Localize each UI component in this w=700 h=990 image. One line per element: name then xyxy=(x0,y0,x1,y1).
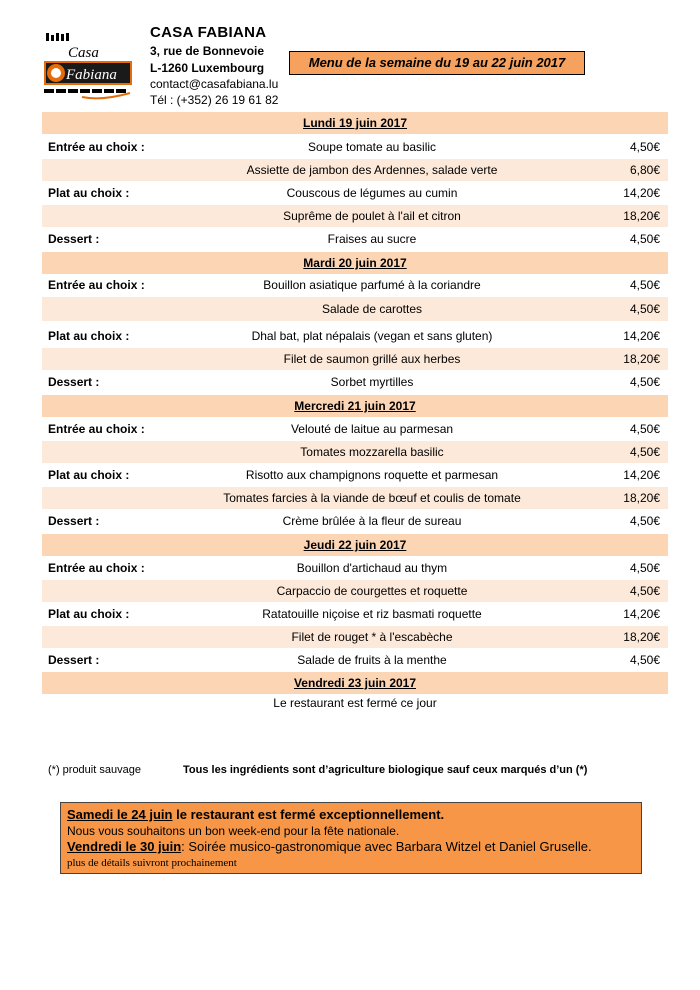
course-label: Dessert : xyxy=(48,375,100,389)
dish-name: Ratatouille niçoise et riz basmati roquette xyxy=(262,607,482,621)
dish-price: 14,20€ xyxy=(623,607,660,621)
course-label: Entrée au choix : xyxy=(48,140,145,154)
dish-name: Crème brûlée à la fleur de sureau xyxy=(282,514,462,528)
dish-price: 14,20€ xyxy=(623,186,660,200)
svg-text:Casa: Casa xyxy=(68,45,99,61)
menu-week-title: Menu de la semaine du 19 au 22 juin 2017 xyxy=(289,51,585,75)
contact-email[interactable]: contact@casafabiana.lu xyxy=(150,77,279,91)
dish-price: 4,50€ xyxy=(629,278,660,292)
day-header-monday: Lundi 19 juin 2017 xyxy=(42,112,668,134)
menu-row xyxy=(42,603,668,625)
course-label: Dessert : xyxy=(48,514,100,528)
saturday-closure-line xyxy=(67,807,635,823)
organic-note: Tous les ingrédients sont d’agriculture biologique sauf ceux marqués d’un (*) xyxy=(183,764,588,776)
menu-row xyxy=(42,418,668,440)
saturday-closure-text: le restaurant est fermé exceptionnellement. xyxy=(172,807,445,822)
dish-name: Salade de fruits à la menthe xyxy=(297,653,447,667)
course-label: Plat au choix : xyxy=(48,329,130,343)
address-city: L-1260 Luxembourg xyxy=(150,61,265,75)
menu-row xyxy=(42,297,668,321)
friday-event-date: Vendredi le 30 juin xyxy=(67,839,182,854)
dish-price: 4,50€ xyxy=(629,232,660,246)
menu-row xyxy=(42,626,668,648)
announcement-box xyxy=(60,802,642,874)
menu-row xyxy=(42,464,668,486)
dish-price: 4,50€ xyxy=(629,140,660,154)
menu-row xyxy=(42,182,668,204)
restaurant-name: CASA FABIANA xyxy=(150,24,267,41)
course-label: Plat au choix : xyxy=(48,468,130,482)
dish-name: Risotto aux champignons roquette et parmesan xyxy=(245,468,499,482)
dish-price: 14,20€ xyxy=(623,329,660,343)
menu-row xyxy=(42,441,668,463)
dish-name: Dhal bat, plat népalais (vegan et sans gluten) xyxy=(251,329,493,343)
svg-text:Fabiana: Fabiana xyxy=(66,67,117,83)
course-label: Plat au choix : xyxy=(48,186,130,200)
dish-name: Fraises au sucre xyxy=(327,232,417,246)
dish-price: 18,20€ xyxy=(623,209,660,223)
dish-price: 18,20€ xyxy=(623,352,660,366)
day-header-tuesday: Mardi 20 juin 2017 xyxy=(42,252,668,274)
day-header-friday: Vendredi 23 juin 2017 xyxy=(42,672,668,694)
dish-price: 4,50€ xyxy=(629,514,660,528)
dish-name: Tomates farcies à la viande de bœuf et coulis de tomate xyxy=(223,491,521,505)
course-label: Entrée au choix : xyxy=(48,278,145,292)
menu-row xyxy=(42,510,668,532)
menu-row xyxy=(42,649,668,671)
dish-price: 18,20€ xyxy=(623,491,660,505)
course-label: Dessert : xyxy=(48,232,100,246)
saturday-date: Samedi le 24 juin xyxy=(67,807,173,822)
dish-name: Soupe tomate au basilic xyxy=(307,140,437,154)
dish-price: 14,20€ xyxy=(623,468,660,482)
dish-price: 4,50€ xyxy=(629,375,660,389)
dish-price: 4,50€ xyxy=(629,445,660,459)
dish-name: Filet de saumon grillé aux herbes xyxy=(283,352,461,366)
details-line xyxy=(67,855,635,871)
address-street: 3, rue de Bonnevoie xyxy=(150,44,265,58)
dish-price: 18,20€ xyxy=(623,630,660,644)
dish-price: 4,50€ xyxy=(629,302,660,316)
menu-row xyxy=(42,487,668,509)
course-label: Entrée au choix : xyxy=(48,422,145,436)
dish-name: Bouillon d'artichaud au thym xyxy=(296,561,448,575)
dish-name: Suprême de poulet à l'ail et citron xyxy=(283,209,461,223)
dish-name: Sorbet myrtilles xyxy=(330,375,414,389)
details-text: plus de détails suivront xyxy=(67,857,172,869)
closed-notice: Le restaurant est fermé ce jour xyxy=(273,696,437,710)
friday-event-text: : Soirée musico-gastronomique avec Barbara Witzel et Daniel Gruselle. xyxy=(181,839,592,854)
weekend-wish: Nous vous souhaitons un bon week-end pour la fête nationale. xyxy=(67,824,400,838)
menu-row xyxy=(42,557,668,579)
dish-name: Assiette de jambon des Ardennes, salade verte xyxy=(246,163,498,177)
friday-event-line xyxy=(67,839,635,855)
wild-product-note: (*) produit sauvage xyxy=(48,764,141,776)
dish-price: 4,50€ xyxy=(629,584,660,598)
day-header-thursday: Jeudi 22 juin 2017 xyxy=(42,534,668,556)
course-label: Plat au choix : xyxy=(48,607,130,621)
dish-name: Tomates mozzarella basilic xyxy=(300,445,444,459)
dish-name: Couscous de légumes au cumin xyxy=(286,186,458,200)
course-label: Entrée au choix : xyxy=(48,561,145,575)
dish-price: 6,80€ xyxy=(629,163,660,177)
menu-row xyxy=(42,348,668,370)
course-label: Dessert : xyxy=(48,653,100,667)
menu-row xyxy=(42,325,668,347)
dish-price: 4,50€ xyxy=(629,561,660,575)
contact-phone: Tél : (+352) 26 19 61 82 xyxy=(150,93,279,107)
menu-row xyxy=(42,136,668,158)
menu-row xyxy=(42,580,668,602)
day-header-wednesday: Mercredi 21 juin 2017 xyxy=(42,395,668,417)
dish-name: Carpaccio de courgettes et roquette xyxy=(276,584,468,598)
menu-row xyxy=(42,274,668,296)
dish-name: Filet de rouget * à l'escabèche xyxy=(291,630,453,644)
menu-row xyxy=(42,371,668,393)
dish-name: Bouillon asiatique parfumé à la coriandre xyxy=(263,278,481,292)
dish-price: 4,50€ xyxy=(629,422,660,436)
menu-row xyxy=(42,205,668,227)
details-word: prochainement xyxy=(171,857,237,869)
dish-name: Velouté de laitue au parmesan xyxy=(290,422,454,436)
menu-row xyxy=(42,228,668,250)
dish-name: Salade de carottes xyxy=(321,302,423,316)
casa-fabiana-logo xyxy=(42,31,132,103)
dish-price: 4,50€ xyxy=(629,653,660,667)
menu-row xyxy=(42,159,668,181)
